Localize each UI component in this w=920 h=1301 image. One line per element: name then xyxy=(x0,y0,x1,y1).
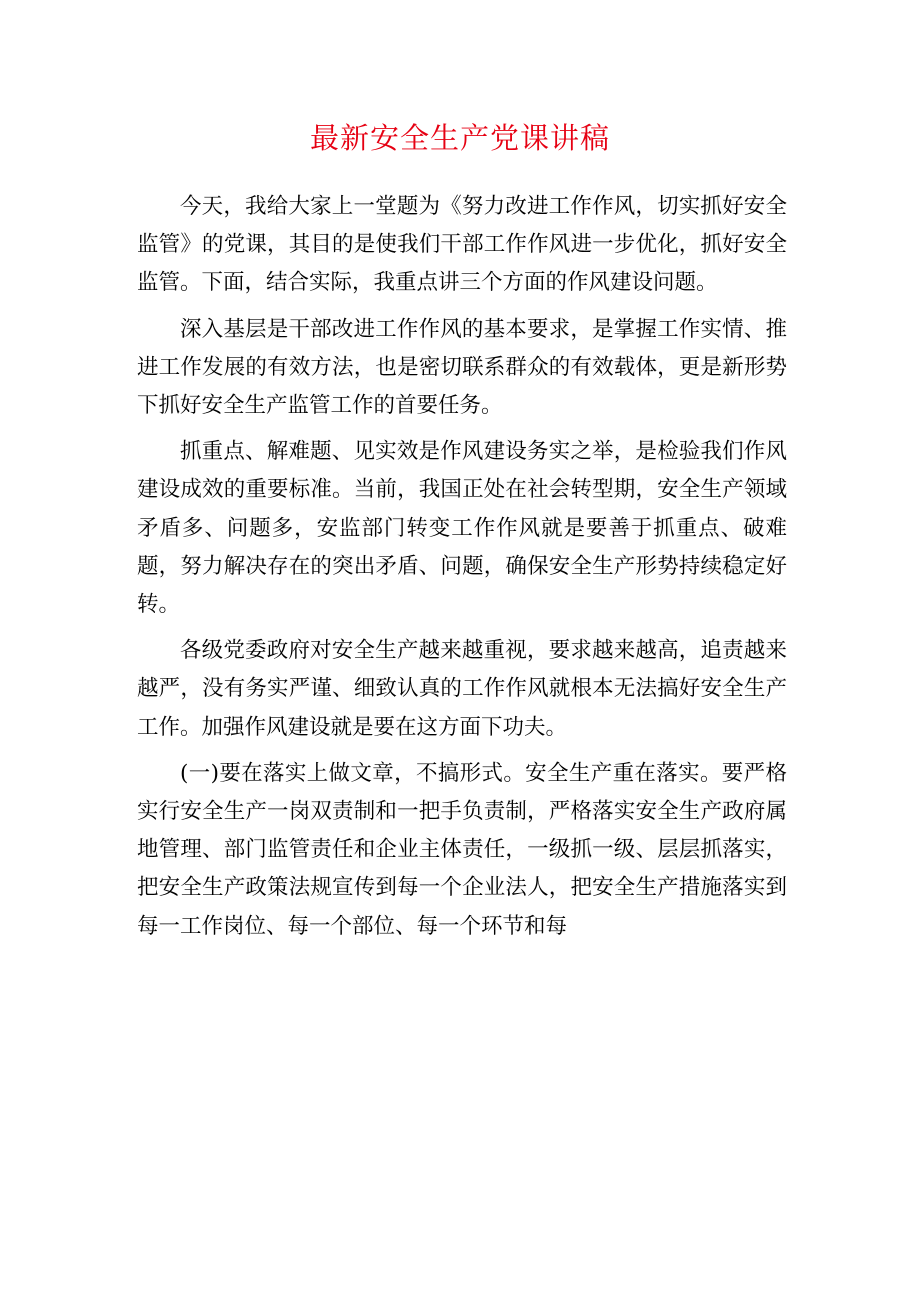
paragraph-intro: 今天，我给大家上一堂题为《努力改进工作作风，切实抓好安全监管》的党课，其目的是使我们干部工作作风进一步优化，抓好安全监管。下面，结合实际，我重点讲三个方面的作风建设问题。 xyxy=(137,194,787,296)
paragraph-party-committee: 各级党委政府对安全生产越来越重视，要求越来越高，追责越来越严，没有务实严谨、细致认真的工作作风就根本无法搞好安全生产工作。加强作风建设就是要在这方面下功夫。 xyxy=(137,638,787,740)
paragraph-key-points: 抓重点、解难题、见实效是作风建设务实之举，是检验我们作风建设成效的重要标准。当前，我国正处在社会转型期，安全生产领域矛盾多、问题多，安监部门转变工作作风就是要善于抓重点、破难题，努力解决存在的突出矛盾、问题，确保安全生产形势持续稳定好转。 xyxy=(137,439,787,618)
paragraph-section-one: (一)要在落实上做文章，不搞形式。安全生产重在落实。要严格实行安全生产一岗双责制和一把手负责制，严格落实安全生产政府属地管理、部门监管责任和企业主体责任，一级抓一级、层层抓落实，把安全生产政策法规宣传到每一个企业法人，把安全生产措施落实到每一工作岗位、每一个部位、每一个环节和每 xyxy=(137,760,787,939)
paragraph-grassroots: 深入基层是干部改进工作作风的基本要求，是掌握工作实情、推进工作发展的有效方法，也是密切联系群众的有效载体，更是新形势下抓好安全生产监管工作的首要任务。 xyxy=(137,316,787,419)
document-title: 最新安全生产党课讲稿 xyxy=(309,121,610,155)
document-body xyxy=(137,188,787,954)
